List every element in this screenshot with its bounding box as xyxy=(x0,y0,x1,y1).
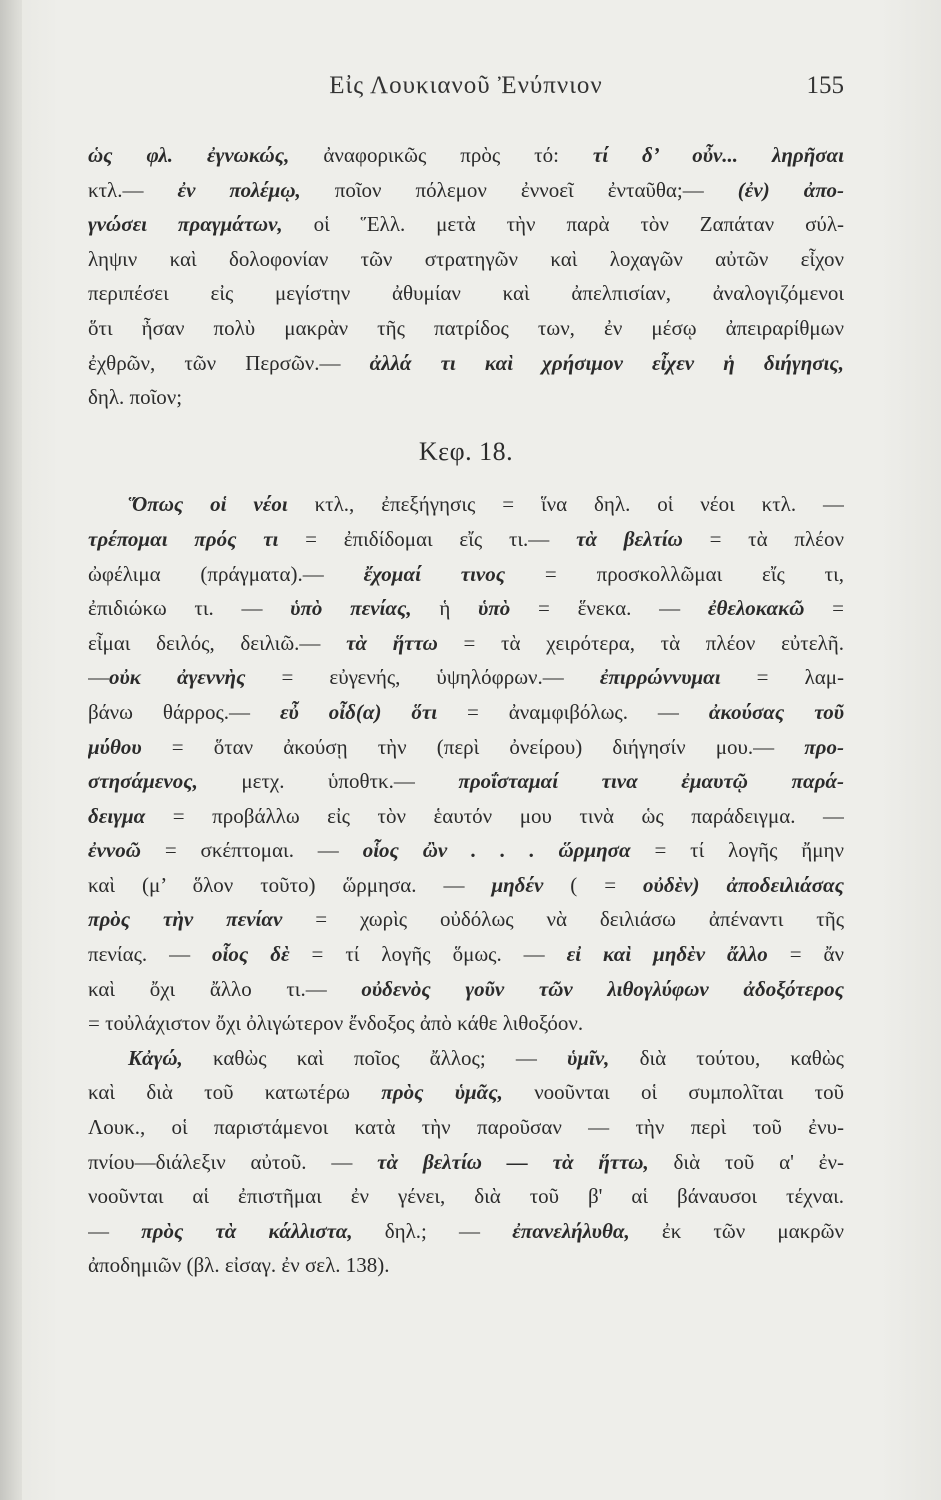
lemma-term: ὑπὸ πενίας, xyxy=(290,596,412,621)
body-text xyxy=(88,138,844,1283)
text-line xyxy=(88,1041,844,1076)
lemma-term: πρὸς ὑμᾶς, xyxy=(381,1080,503,1105)
lemma-term: εὖ οἶδ(α) ὅτι xyxy=(279,699,438,724)
gloss-text: καὶ ὄχι ἄλλο τι.— xyxy=(88,976,362,1001)
gloss-text: ἀποδημιῶν (βλ. εἰσαγ. ἐν σελ. 138). xyxy=(88,1253,390,1278)
text-line xyxy=(88,276,844,311)
text-line xyxy=(88,487,844,522)
gloss-text: κτλ.— xyxy=(88,177,178,202)
gloss-text: ὠφέλιμα (πράγματα).— xyxy=(88,561,364,586)
gloss-text: = χωρὶς οὐδόλως νὰ δειλιάσω ἀπέναντι τῆς xyxy=(282,907,844,932)
page-spine-shadow xyxy=(0,0,22,1500)
gloss-text: Λουκ., οἱ παριστάμενοι κατὰ τὴν παροῦσαν — τὴν περὶ τοῦ ἐνυ- xyxy=(88,1115,844,1140)
text-line xyxy=(88,1214,844,1249)
gloss-text: — xyxy=(88,665,109,690)
gloss-text: = ἐπιδίδομαι εἴς τι.— xyxy=(278,526,577,551)
lemma-term: τὰ βελτίω xyxy=(576,526,683,551)
lemma-term: μηδέν xyxy=(491,872,544,897)
text-line xyxy=(88,1248,844,1283)
text-line xyxy=(88,557,844,592)
text-line xyxy=(88,764,844,799)
gloss-text: πνίου—διάλεξιν αὐτοῦ. — xyxy=(88,1149,378,1174)
commentary-section-1 xyxy=(88,138,844,415)
lemma-term: προΐσταμαί τινα ἐμαυτῷ παρά- xyxy=(458,769,844,794)
text-line xyxy=(88,1179,844,1214)
lemma-term: εἰ καὶ μηδὲν ἄλλο xyxy=(566,942,768,967)
lemma-term: δειγμα xyxy=(88,803,146,828)
lemma-term: οἷος ὢν . . . ὥρμησα xyxy=(362,838,631,863)
gloss-text: δηλ. ποῖον; xyxy=(88,385,183,410)
text-line xyxy=(88,1110,844,1145)
gloss-text: = xyxy=(804,596,844,621)
lemma-term: τί δ’ οὖν... ληρῆσαι xyxy=(592,143,844,167)
lemma-term: προ- xyxy=(804,734,844,759)
text-line xyxy=(88,799,844,834)
gloss-text: = ἄν xyxy=(767,942,844,967)
lemma-term: ἔχομαί τινος xyxy=(363,561,506,586)
gloss-text: = τί λογῆς ἤμην xyxy=(630,838,844,863)
lemma-term: τὰ ἥττω xyxy=(346,630,438,655)
text-line xyxy=(88,695,844,730)
gloss-text: = σκέπτομαι. — xyxy=(140,838,363,863)
text-line xyxy=(88,626,844,661)
text-line xyxy=(88,1075,844,1110)
lemma-term: ἀκούσας τοῦ xyxy=(708,699,844,724)
gloss-text: ληψιν καὶ δολοφονίαν τῶν στρατηγῶν καὶ λοχαγῶν αὐτῶν εἶχον xyxy=(88,246,844,271)
gloss-text: δηλ.; — xyxy=(352,1218,513,1243)
lemma-term: τρέπομαι πρός τι xyxy=(88,526,279,551)
gloss-text: ἐχθρῶν, τῶν Περσῶν.— xyxy=(88,350,370,375)
text-line xyxy=(88,346,844,381)
gloss-text: διὰ τούτου, καθὼς xyxy=(609,1045,844,1070)
gloss-text: = προσκολλῶμαι εἴς τι, xyxy=(505,561,844,586)
lemma-term: γνώσει πραγμάτων, xyxy=(88,212,283,237)
gloss-text: ὅτι ἦσαν πολὺ μακρὰν τῆς πατρίδος των, ἐν μέσῳ ἀπειραρίθμων xyxy=(88,315,844,340)
gloss-text: = προβάλλω εἰς τὸν ἑαυτόν μου τινὰ ὡς παράδειγμα. — xyxy=(145,803,844,828)
gloss-text: = ὅταν ἀκούσῃ τὴν (περὶ ὀνείρου) διήγησίν μου.— xyxy=(141,734,805,759)
text-line xyxy=(88,660,844,695)
gloss-text: πενίας. — xyxy=(88,942,213,967)
text-line xyxy=(88,833,844,868)
commentary-section-2 xyxy=(88,487,844,1041)
lemma-term: ὡς φλ. ἐγνωκώς, xyxy=(88,143,290,167)
gloss-text: νοοῦνται οἱ συμπολῖται τοῦ xyxy=(502,1080,844,1105)
gloss-text: καὶ διὰ τοῦ κατωτέρω xyxy=(88,1080,382,1105)
lemma-term: ἐθελοκακῶ xyxy=(707,596,805,621)
gloss-text: ἀναφορικῶς πρὸς τό: xyxy=(289,143,593,167)
lemma-term: οὐδενὸς γοῦν τῶν λιθογλύφων ἀδοξότερος xyxy=(361,976,844,1001)
running-title: Εἰς Λουκιανοῦ Ἐνύπνιον xyxy=(329,72,603,99)
text-line xyxy=(88,591,844,626)
text-line xyxy=(88,311,844,346)
lemma-term: ὑμῖν, xyxy=(567,1045,610,1070)
lemma-term: πρὸς τὰ κάλλιστα, xyxy=(141,1218,353,1243)
gloss-text: = ἀναμφιβόλως. — xyxy=(437,699,709,724)
text-line xyxy=(88,868,844,903)
lemma-term: ἐν πολέμῳ, xyxy=(177,177,301,202)
chapter-heading: Κεφ. 18. xyxy=(418,436,514,466)
text-line xyxy=(88,972,844,1007)
gloss-text: διὰ τοῦ α' ἐν- xyxy=(648,1149,844,1174)
lemma-term: Κἀγώ, xyxy=(128,1045,183,1070)
gloss-text: ποῖον πόλεμον ἐννοεῖ ἐνταῦθα;— xyxy=(300,177,738,202)
lemma-term: τὰ βελτίω — τὰ ἥττω, xyxy=(377,1149,649,1174)
lemma-term: ὑπὸ xyxy=(478,596,511,621)
gloss-text: ( = xyxy=(543,872,644,897)
lemma-term: ἀλλά τι καὶ χρήσιμον εἶχεν ἡ διήγησις, xyxy=(369,350,844,375)
page-header xyxy=(88,72,844,108)
gloss-text: περιπέσει εἰς μεγίστην ἀθυμίαν καὶ ἀπελπισίαν, ἀναλογιζόμενοι xyxy=(88,281,844,306)
text-line xyxy=(88,173,844,208)
gloss-text: καθὼς καὶ ποῖος ἄλλος; — xyxy=(182,1045,568,1070)
gloss-text: = εὐγενής, ὑψηλόφρων.— xyxy=(245,665,600,690)
gloss-text: νοοῦνται αἱ ἐπιστῆμαι ἐν γένει, διὰ τοῦ β' αἱ βάναυσοι τέχναι. xyxy=(88,1184,844,1209)
gloss-text: = τί λογῆς ὅμως. — xyxy=(289,942,567,967)
lemma-term: ἐννοῶ xyxy=(88,838,141,863)
gloss-text: — xyxy=(88,1218,142,1243)
gloss-text: οἱ Ἕλλ. μετὰ τὴν παρὰ τὸν Ζαπάταν σύλ- xyxy=(282,212,844,237)
page-number: 155 xyxy=(806,72,844,99)
gloss-text: βάνω θάρρος.— xyxy=(88,699,280,724)
text-line xyxy=(88,902,844,937)
text-line xyxy=(88,207,844,242)
text-line xyxy=(88,937,844,972)
lemma-term: πρὸς τὴν πενίαν xyxy=(88,907,283,932)
lemma-term: (ἐν) ἀπο- xyxy=(737,177,844,202)
gloss-text: = τοὐλάχιστον ὄχι ὀλιγώτερον ἔνδοξος ἀπὸ κάθε λιθοξόον. xyxy=(88,1011,584,1036)
text-line xyxy=(88,1145,844,1180)
text-line xyxy=(88,1006,844,1041)
gloss-text: ἡ xyxy=(411,596,479,621)
gloss-text: καὶ (μ’ ὅλον τοῦτο) ὥρμησα. — xyxy=(88,872,492,897)
text-line xyxy=(88,380,844,415)
text-line xyxy=(88,138,844,173)
lemma-term: οἷος δὲ xyxy=(212,942,290,967)
lemma-term: μύθου xyxy=(88,734,142,759)
gloss-text: = τὰ πλέον xyxy=(682,526,844,551)
text-line xyxy=(88,242,844,277)
lemma-term: ἐπιρρώννυμαι xyxy=(599,665,721,690)
commentary-section-3 xyxy=(88,1041,844,1283)
lemma-term: στησάμενος, xyxy=(88,769,198,794)
text-line xyxy=(88,730,844,765)
gloss-text: = ἕνεκα. — xyxy=(510,596,708,621)
gloss-text: ἐπιδιώκω τι. — xyxy=(88,596,291,621)
lemma-term: οὐκ ἀγεννὴς xyxy=(109,665,246,690)
gloss-text: = τὰ χειρότερα, τὰ πλέον εὐτελῆ. xyxy=(437,630,844,655)
text-line xyxy=(88,522,844,557)
gloss-text: μετχ. ὑποθτκ.— xyxy=(197,769,459,794)
lemma-term: Ὅπως οἱ νέοι xyxy=(128,492,288,517)
lemma-term: οὐδὲν) ἀποδειλιάσας xyxy=(643,872,844,897)
gloss-text: ἐκ τῶν μακρῶν xyxy=(629,1218,844,1243)
gloss-text: κτλ., ἐπεξήγησις = ἵνα δηλ. οἱ νέοι κτλ. — xyxy=(287,492,844,517)
lemma-term: ἐπανελήλυθα, xyxy=(512,1218,630,1243)
gloss-text: εἶμαι δειλός, δειλιῶ.— xyxy=(88,630,347,655)
gloss-text: = λαμ- xyxy=(720,665,844,690)
